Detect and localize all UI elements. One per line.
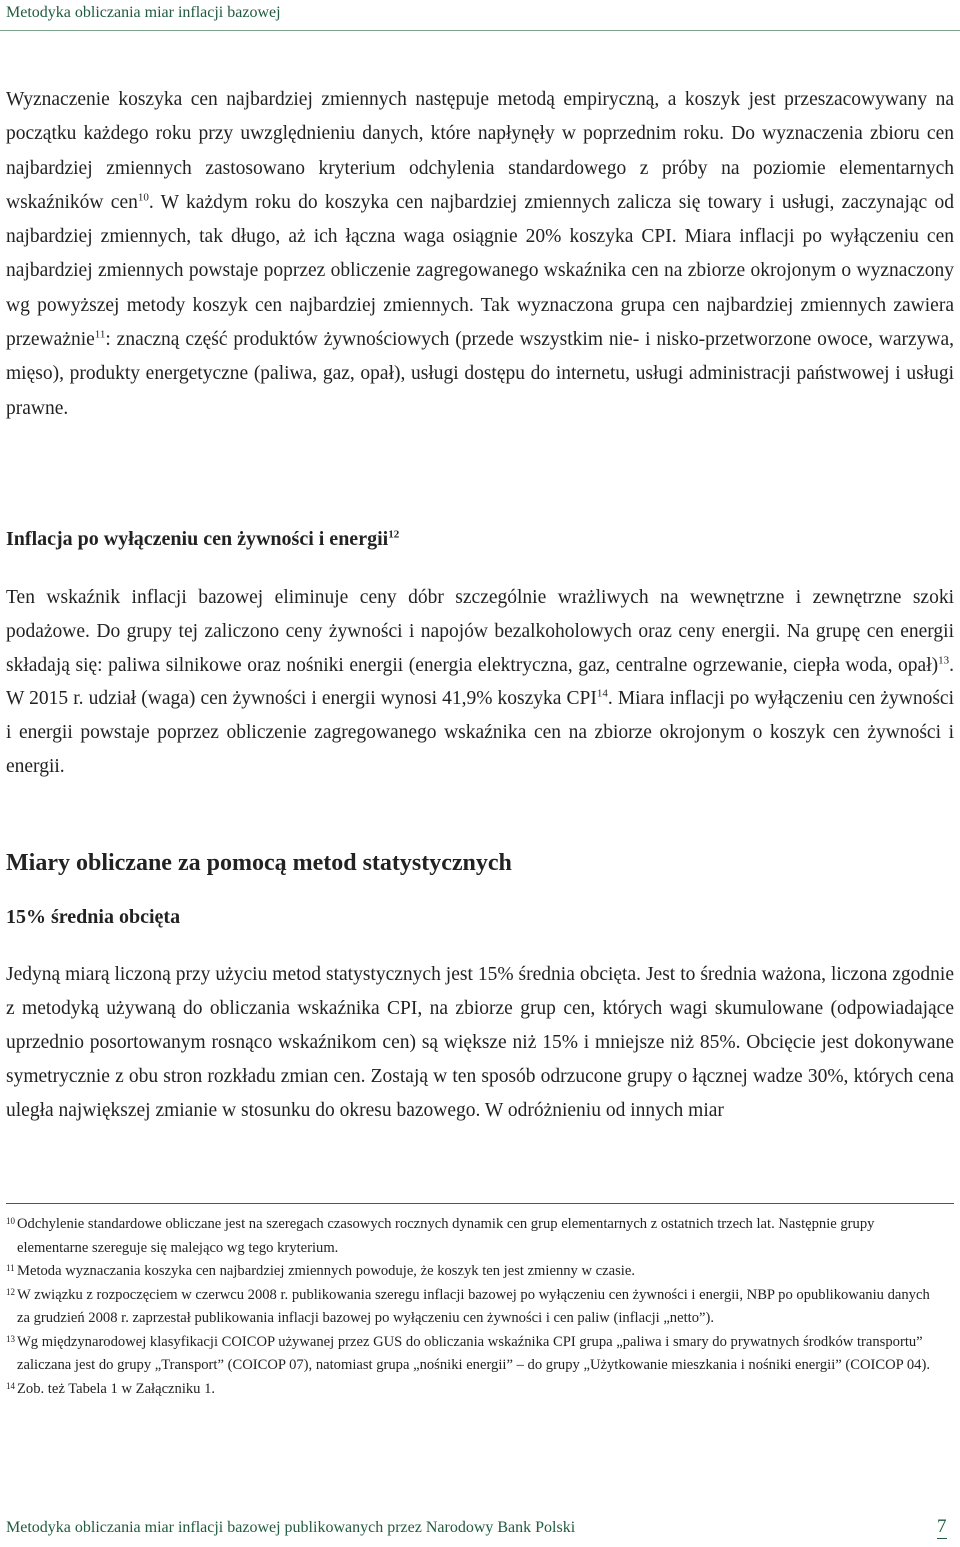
footnote-text: Odchylenie standardowe obliczane jest na szeregach czasowych rocznych dynamik cen grup elementarnych z ostatnich trzech lat. Następnie grupy elementarne szereguje się malejąco wg tego kryterium. (17, 1216, 875, 1256)
footnote-number: 13 (6, 1333, 15, 1344)
footnote-number: 10 (6, 1216, 15, 1226)
footnotes-list (6, 1213, 946, 1401)
footnote-ref-13[interactable]: 13 (938, 654, 950, 667)
footnote-ref-14[interactable]: 14 (596, 687, 608, 700)
paragraph-text: . W 2015 r. udział (waga) cen żywności i energii wynosi 41,9% koszyka CPI (6, 654, 954, 710)
paragraph-text: Wyznaczenie koszyka cen najbardziej zmiennych następuje metodą empiryczną, a koszyk jest przeszacowywany na początku każdego roku przy uwzględnieniu danych, które napłynęły w poprzednim roku. Do wyznaczenia zbioru cen najbardziej zmiennych zastosowano kryterium odchylenia standardowego z próby na poziomie elementarnych wskaźników cen (6, 89, 954, 213)
page-number: 7 (937, 1516, 947, 1537)
footnote-ref-12[interactable]: 12 (388, 528, 400, 541)
running-footer: Metodyka obliczania miar inflacji bazowej publikowanych przez Narodowy Bank Polski (6, 1519, 576, 1536)
footnote-number: 14 (6, 1380, 15, 1391)
footnote-text: Metoda wyznaczania koszyka cen najbardziej zmiennych powoduje, że koszyk ten jest zmienny w czasie. (17, 1263, 635, 1279)
running-header: Metodyka obliczania miar inflacji bazowej (6, 4, 281, 21)
section-heading-srednia-obcieta: 15% średnia obcięta (6, 906, 181, 928)
footnote-text: Zob. też Tabela 1 w Załączniku 1. (17, 1380, 216, 1397)
footnote-item (6, 1284, 946, 1331)
section-heading-inflacja-bez-zywnosci-energii (6, 528, 399, 551)
footnote-ref-10[interactable]: 10 (137, 191, 149, 204)
footnote-text: Wg międzynarodowej klasyfikacji COICOP używanej przez GUS do obliczania wskaźnika CPI grupa „paliwa i smary do prywatnych środków transportu” zaliczana jest do grupy „Transport” (COICOP 07), natomiast grupa „nośniki energii” – do grupy „Użytkowanie mieszkania i nośniki energii” (COICOP 04). (17, 1333, 930, 1373)
paragraph-text: . Miara inflacji po wyłączeniu cen żywności i energii powstaje poprzez obliczenie zagregowanego wskaźnika cen na zbiorze okrojonym o koszyk cen żywności i energii. (6, 688, 954, 777)
footnote-ref-11[interactable]: 11 (94, 328, 106, 341)
footnote-item (6, 1213, 946, 1260)
paragraph-text: . W każdym roku do koszyka cen najbardziej zmiennych zalicza się towary i usługi, zaczynając od najbardziej zmiennych, tak długo, aż ich łączna waga osiągnie 20% koszyka CPI. Miara inflacji po wyłączeniu cen najbardziej zmiennych powstaje poprzez obliczenie zagregowanego wskaźnika cen na zbiorze okrojonym o wyznaczony wg powyższej metody koszyk cen najbardziej zmiennych. Tak wyznaczona grupa cen najbardziej zmiennych zawiera przeważnie (6, 191, 954, 351)
footnote-number: 11 (6, 1263, 15, 1273)
footnote-item (6, 1378, 946, 1402)
paragraph-text: Ten wskaźnik inflacji bazowej eliminuje ceny dóbr szczególnie wrażliwych na wewnętrzne i zewnętrzne szoki podażowe. Do grupy tej zaliczono ceny żywności i napojów bezalkoholowych oraz ceny energii. Na grupę cen energii składają się: paliwa silnikowe oraz nośniki energii (energia elektryczna, gaz, centralne ogrzewanie, ciepła woda, opał) (6, 587, 954, 676)
paragraph-zywnosc-energia (6, 581, 954, 784)
footnote-text: W związku z rozpoczęciem w czerwcu 2008 r. publikowania szeregu inflacji bazowej po wyłączeniu cen żywności i energii, NBP po opublikowaniu danych za grudzień 2008 r. zaprzestał publikowania inflacji bazowej po wyłączeniu cen żywności i cen paliw (inflacji „netto”). (17, 1286, 930, 1326)
footnote-divider (6, 1203, 954, 1204)
paragraph-koszyk-najbardziej-zmiennych (6, 83, 954, 426)
footnote-item (6, 1331, 946, 1378)
footnote-number: 12 (6, 1286, 15, 1297)
footnote-item (6, 1260, 946, 1284)
paragraph-text: : znaczną część produktów żywnościowych (przede wszystkim nie- i nisko-przetworzone owoce, warzywa, mięso), produkty energetyczne (paliwa, gaz, opał), usługi dostępu do internetu, usługi administracji państwowej i usługi prawne. (6, 329, 954, 419)
heading-text: Inflacja po wyłączeniu cen żywności i energii (6, 528, 389, 550)
section-heading-miary-statystyczne: Miary obliczane za pomocą metod statystycznych (6, 850, 512, 876)
paragraph-srednia-obcieta: Jedyną miarą liczoną przy użyciu metod statystycznych jest 15% średnia obcięta. Jest to średnia ważona, liczona zgodnie z metodyką używaną do obliczania wskaźnika CPI, na zbiorze grup cen, których wagi skumulowane (odpowiadające uprzednio posortowanym rosnąco wskaźnikom cen) są większe niż 15% i mniejsze niż 85%. Obcięcie jest dokonywane symetrycznie z obu stron rozkładu zmian cen. Zostają w ten sposób odrzucone grupy o łącznej wadze 30%, których cena uległa największej zmianie w stosunku do okresu bazowego. W odróżnieniu od innych miar (6, 964, 954, 1121)
header-divider (0, 30, 960, 31)
